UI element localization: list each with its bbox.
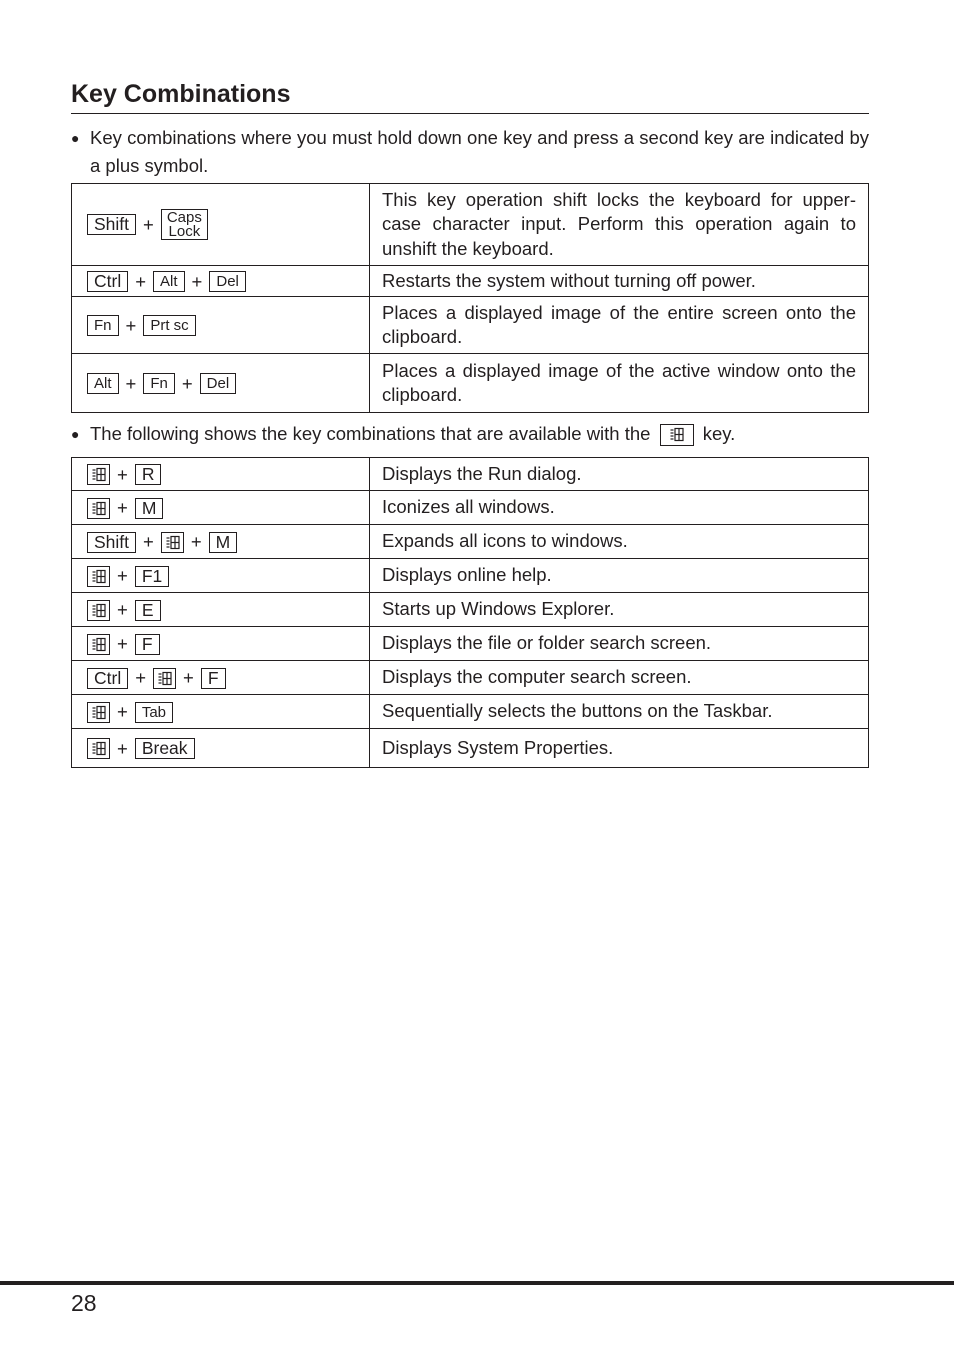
key-e: E [135,600,161,621]
windows-logo-icon [87,464,110,485]
table-row [72,695,869,729]
page-number: 28 [71,1290,97,1316]
key-combo-cell [72,559,370,593]
table-row [72,184,869,266]
key-tab: Tab [135,702,173,723]
plus-sign: + [117,565,128,587]
table-row [72,354,869,413]
key-combo-cell [72,729,370,768]
key-combo-cell [72,184,370,266]
plus-sign: + [117,463,128,485]
plus-sign: + [135,270,147,292]
table-row [72,661,869,695]
bullet-dot: ● [71,426,80,442]
table-row [72,627,869,661]
key-ctrl: Ctrl [87,668,128,689]
bullet-text-before: The following shows the key combinations that are available with the [90,423,651,444]
windows-logo-icon [87,566,110,587]
key-m: M [209,532,238,553]
windows-logo-icon [161,532,184,553]
key-combo-cell [72,297,370,354]
key-combo-cell [72,491,370,525]
bullet-text: Key combinations where you must hold down one key and press a second key are indicated by a plus symbol. [90,127,869,176]
description-cell: Displays the file or folder search screen. [370,627,869,661]
key-del: Del [209,271,246,292]
plus-sign: + [117,633,128,655]
plus-sign: + [135,667,147,689]
key-combo-cell [72,627,370,661]
plus-sign: + [143,531,154,553]
key-combo-cell [72,661,370,695]
windows-logo-icon [153,668,176,689]
description-cell: Restarts the system without turning off power. [370,266,869,297]
plus-sign: + [125,372,137,394]
plus-sign: + [117,497,128,519]
description-cell: Places a displayed image of the entire screen onto the clipboard. [370,297,869,354]
plus-sign: + [125,314,137,336]
description-cell: This key operation shift locks the keyboard for upper-case character input. Perform this operation again to unshift the keyboard. [370,184,869,266]
description-cell: Expands all icons to windows. [370,525,869,559]
key-combinations-table [71,183,869,413]
key-m: M [135,498,164,519]
plus-sign: + [183,667,194,689]
plus-sign: + [190,531,202,553]
description-cell: Iconizes all windows. [370,491,869,525]
bullet-plus-symbol [71,124,869,180]
plus-sign: + [191,270,203,292]
key-shift: Shift [87,532,136,553]
key-combo-cell [72,354,370,413]
key-f: F [201,668,226,689]
windows-logo-icon [87,738,110,759]
key-break: Break [135,738,195,759]
key-combo-cell [72,266,370,297]
windows-logo-icon [660,424,694,446]
plus-sign: + [117,701,128,723]
description-cell: Displays System Properties. [370,729,869,768]
description-cell: Places a displayed image of the active window onto the clipboard. [370,354,869,413]
table-row [72,297,869,354]
table-row [72,491,869,525]
table-row [72,729,869,768]
key-fn: Fn [143,373,175,394]
key-combo-cell [72,593,370,627]
bullet-text [90,420,869,448]
page-title: Key Combinations [71,78,869,114]
description-cell: Sequentially selects the buttons on the Taskbar. [370,695,869,729]
description-cell: Displays the computer search screen. [370,661,869,695]
table-row [72,525,869,559]
key-f1: F1 [135,566,169,587]
description-cell: Displays online help. [370,559,869,593]
footer-rule [0,1281,954,1285]
key-fn: Fn [87,315,119,336]
table-row [72,559,869,593]
key-combo-cell [72,525,370,559]
key-ctrl: Ctrl [87,271,128,292]
bullet-dot: ● [71,130,80,146]
plus-sign: + [143,213,154,235]
key-r: R [135,464,162,485]
windows-logo-icon [87,498,110,519]
key-alt: Alt [87,373,119,394]
table-row [72,593,869,627]
key-del: Del [200,373,237,394]
table-row [72,266,869,297]
description-cell: Starts up Windows Explorer. [370,593,869,627]
key-combo-cell [72,695,370,729]
plus-sign: + [181,372,193,394]
key-combo-cell [72,458,370,491]
description-cell: Displays the Run dialog. [370,458,869,491]
key-alt: Alt [153,271,185,292]
key-caps-lock: Caps Lock [161,209,208,240]
bullet-windows-key [71,420,869,448]
plus-sign: + [117,599,128,621]
key-f: F [135,634,160,655]
table-row [72,458,869,491]
windows-logo-icon [87,634,110,655]
windows-logo-icon [87,600,110,621]
plus-sign: + [117,737,128,759]
windows-logo-icon [87,702,110,723]
key-prt-sc: Prt sc [143,315,195,336]
key-shift: Shift [87,214,136,235]
bullet-text-after: key. [702,423,736,444]
windows-key-combinations-table [71,457,869,768]
